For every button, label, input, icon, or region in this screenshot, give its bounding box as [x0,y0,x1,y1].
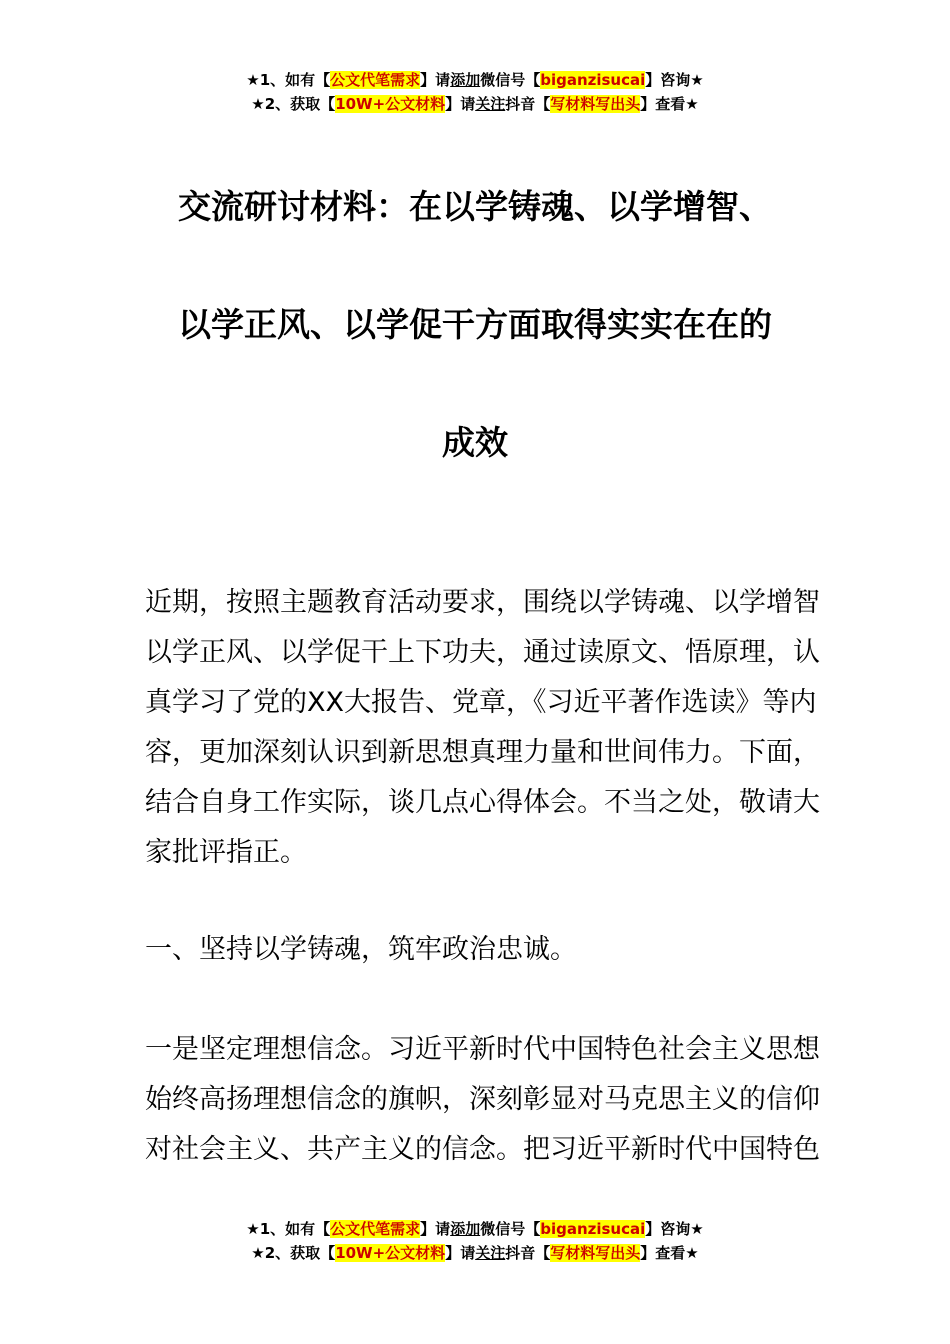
section-paragraph [145,1025,820,1175]
document-title [100,148,850,502]
banner-underlined-text: 关注 [475,95,506,113]
paragraph-line: 结合自身工作实际，谈几点心得体会。不当之处，敬请大 [145,787,820,818]
paragraph-line: 始终高扬理想信念的旗帜，深刻彰显对马克思主义的信仰 [145,1084,820,1115]
banner-text: 】请 [445,95,476,113]
banner-line-1 [0,1217,950,1241]
header-banner [0,68,950,116]
title-line: 以学正风、以学促干方面取得实实在在的 [178,305,772,344]
banner-douyin-id: 写材料写出头 [550,1244,641,1262]
banner-text: ★1、如有【 [246,71,331,89]
banner-text: ★2、获取【 [251,95,336,113]
banner-wechat-id: biganzisucai [540,1220,646,1238]
banner-highlight: 公文代笔需求 [330,71,421,89]
banner-underlined-text: 关注 [475,1244,506,1262]
banner-text: 】查看★ [640,1244,699,1262]
banner-text: 】咨询★ [645,71,704,89]
banner-text: 抖音【 [505,95,551,113]
banner-underlined-text: 添加 [450,71,481,89]
paragraph-line: 近期，按照主题教育活动要求，围绕以学铸魂、以学增智 [145,587,820,618]
banner-text: 】咨询★ [645,1220,704,1238]
section-heading [145,925,810,975]
banner-text: 】请 [420,71,451,89]
paragraph-line: 容，更加深刻认识到新思想真理力量和世间伟力。下面， [145,737,820,768]
paragraph-line: 一是坚定理想信念。习近平新时代中国特色社会主义思想 [145,1034,820,1065]
banner-line-2 [0,92,950,116]
banner-line-1 [0,68,950,92]
title-line: 成效 [442,423,508,462]
title-line: 交流研讨材料：在以学铸魂、以学增智、 [178,187,772,226]
banner-text: 】查看★ [640,95,699,113]
banner-text: 】请 [420,1220,451,1238]
banner-text: 微信号【 [480,1220,541,1238]
banner-text: 抖音【 [505,1244,551,1262]
banner-text: ★1、如有【 [246,1220,331,1238]
banner-line-2 [0,1241,950,1265]
section-heading-text: 一、坚持以学铸魂，筑牢政治忠诚。 [145,934,577,965]
banner-highlight: 10W+公文材料 [335,1244,446,1262]
banner-text: ★2、获取【 [251,1244,336,1262]
paragraph-line: 真学习了党的XX大报告、党章，《习近平著作选读》等内 [145,687,817,718]
banner-text: 微信号【 [480,71,541,89]
paragraph-line: 家批评指正。 [145,837,307,868]
banner-highlight: 10W+公文材料 [335,95,446,113]
paragraph-line: 对社会主义、共产主义的信念。把习近平新时代中国特色 [145,1134,820,1165]
banner-text: 】请 [445,1244,476,1262]
banner-wechat-id: biganzisucai [540,71,646,89]
paragraph-line: 以学正风、以学促干上下功夫，通过读原文、悟原理，认 [145,637,820,668]
footer-banner [0,1217,950,1265]
banner-highlight: 公文代笔需求 [330,1220,421,1238]
intro-paragraph [145,578,820,878]
banner-douyin-id: 写材料写出头 [550,95,641,113]
banner-underlined-text: 添加 [450,1220,481,1238]
